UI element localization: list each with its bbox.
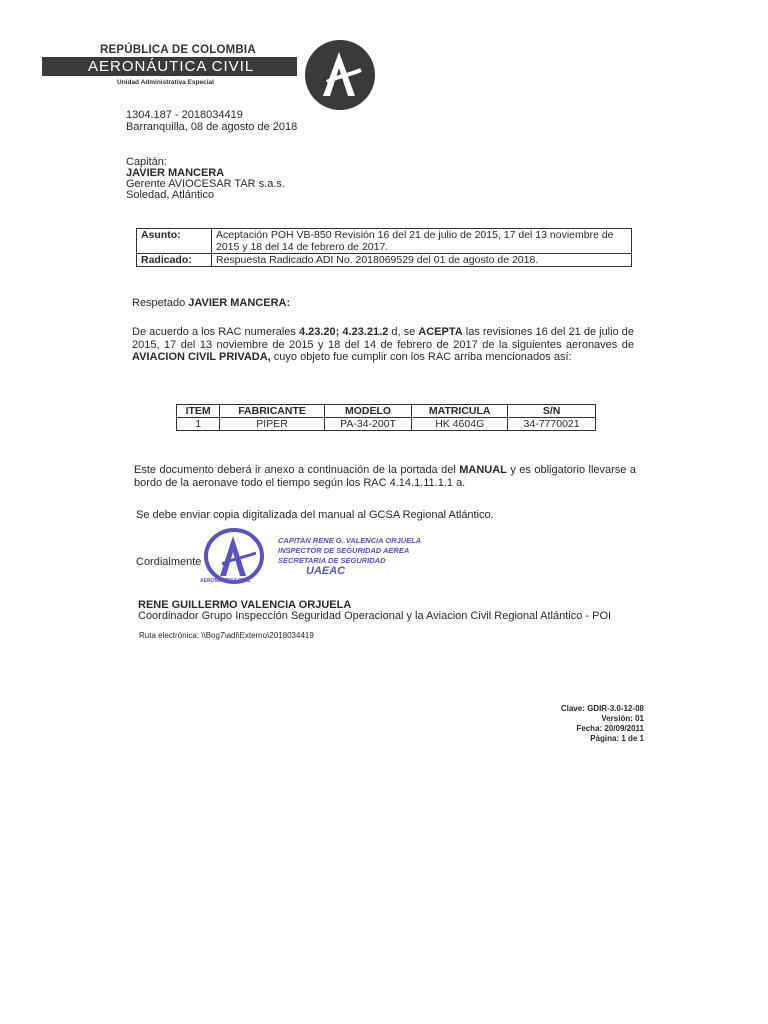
greeting-prefix: Respetado	[132, 297, 189, 309]
body1-text-3: las revisiones 16 del 21 de julio de 2015, 17 del 13 noviembre de 2015 y 18 del 14 de febrero de 2017 de la siguientes aeronaves de	[132, 326, 634, 351]
col-sn: S/N	[508, 405, 596, 418]
col-matricula: MATRICULA	[412, 405, 508, 418]
signer-name: RENE GUILLERMO VALENCIA ORJUELA	[138, 599, 352, 611]
body2-text-1: Este documento deberá ir anexo a continuación de la portada del	[134, 464, 460, 476]
radicado-label: Radicado:	[137, 254, 212, 267]
body-paragraph-2	[134, 464, 636, 489]
closing: Cordialmente	[136, 556, 202, 568]
body1-text-4: cuyo objeto fue cumplir con los RAC arriba mencionados así:	[270, 351, 572, 363]
stamp-ring-text: AERONÁUTICA CIVIL	[200, 578, 251, 584]
stamp-line-3: SECRETARIA DE SEGURIDAD	[278, 556, 386, 565]
cell-modelo: PA-34-200T	[324, 418, 412, 431]
body1-text-2: d, se	[388, 326, 419, 338]
footer-fecha: Fecha: 20/09/2011	[576, 724, 644, 733]
table-row	[177, 418, 596, 431]
body1-rac-numbers: 4.23.20; 4.23.21.2	[298, 326, 389, 338]
cell-sn: 34-7770021	[508, 418, 596, 431]
entity-name: AERONÁUTICA CIVIL	[88, 58, 255, 75]
body-paragraph-1	[132, 326, 634, 364]
greeting	[132, 297, 290, 310]
asunto-row	[137, 229, 632, 254]
col-modelo: MODELO	[324, 405, 412, 418]
stamp-line-4: UAEAC	[306, 565, 346, 577]
col-item: ITEM	[177, 405, 220, 418]
body1-acepta: ACEPTA	[418, 326, 463, 338]
footer-clave: Clave: GDIR-3.0-12-08	[560, 704, 644, 713]
unit-subtitle: Unidad Administrativa Especial	[117, 79, 214, 86]
subject-table	[136, 228, 632, 267]
body-paragraph-3: Se debe enviar copia digitalizada del manual al GCSA Regional Atlántico.	[136, 509, 494, 521]
cell-item: 1	[177, 418, 220, 431]
reference-number: 1304.187 - 2018034419	[126, 109, 243, 121]
republic-heading: REPÚBLICA DE COLOMBIA	[100, 44, 256, 56]
signer-role: Coordinador Grupo Inspección Seguridad Operacional y la Aviacion Civil Regional Atlántico - POI	[138, 610, 612, 622]
radicado-row	[137, 254, 632, 267]
body2-text-2: y es obligatorio llevarse a bordo de la aeronave todo el tiempo según los RAC 4.14.1.11.1.1 a.	[134, 464, 636, 489]
body1-aviation-type: AVIACION CIVIL PRIVADA,	[132, 351, 271, 363]
recipient-position: Gerente AVIOCESAR TAR s.a.s.	[126, 178, 285, 190]
cell-fabricante: PIPER	[220, 418, 325, 431]
stamp-line-2: INSPECTOR DE SEGURIDAD AEREA	[278, 546, 410, 555]
body1-text-1: De acuerdo a los RAC numerales	[132, 326, 299, 338]
asunto-value: Aceptación POH VB-850 Revisión 16 del 21 de julio de 2015, 17 del 13 noviembre de 2015 y 18 del 14 de febrero de 2017.	[212, 229, 632, 254]
cell-matricula: HK 4604G	[412, 418, 508, 431]
stamp-line-1: CAPITAN RENE G. VALENCIA ORJUELA	[278, 536, 422, 545]
footer-block	[561, 704, 644, 744]
recipient-name: JAVIER MANCERA	[126, 167, 225, 179]
aerocivil-logo-icon	[303, 38, 377, 112]
body2-manual: MANUAL	[459, 464, 507, 476]
footer-version: Versión: 01	[601, 714, 644, 723]
electronic-route: Ruta electrónica: \\Bog7\adi\Externo\2018034419	[139, 631, 314, 640]
radicado-value: Respuesta Radicado ADI No. 2018069529 del 01 de agosto de 2018.	[212, 254, 632, 267]
greeting-name: JAVIER MANCERA:	[188, 297, 291, 309]
col-fabricante: FABRICANTE	[220, 405, 325, 418]
aircraft-table	[176, 404, 596, 431]
recipient-city: Soledad, Atlántico	[126, 189, 215, 201]
place-date: Barranquilla, 08 de agosto de 2018	[126, 121, 298, 133]
footer-pagina: Página: 1 de 1	[590, 734, 644, 743]
recipient-title: Capitán:	[126, 156, 167, 168]
asunto-label: Asunto:	[137, 229, 212, 254]
aircraft-header-row	[177, 405, 596, 418]
stamp-text	[278, 536, 421, 576]
